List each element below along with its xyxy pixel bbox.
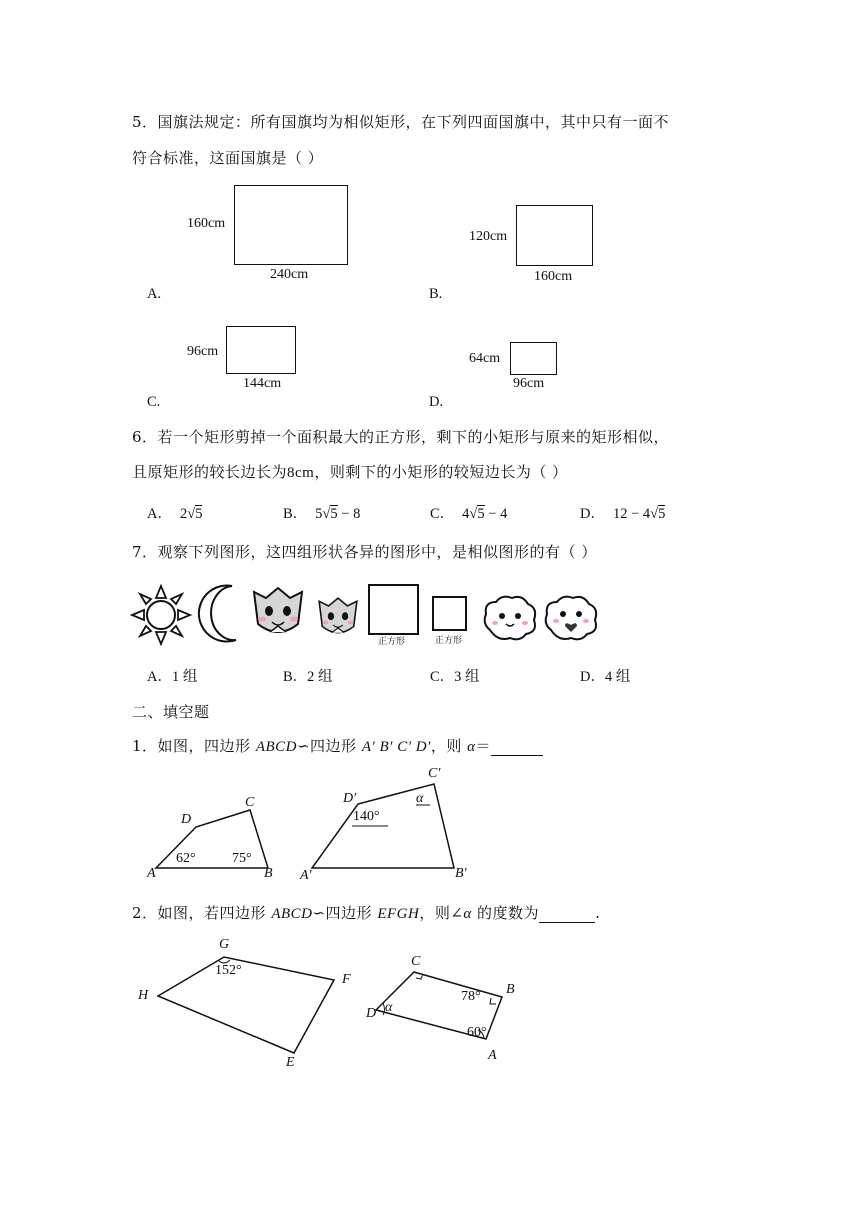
- vertex-B: B: [506, 982, 515, 997]
- option-letter: C.: [147, 394, 161, 410]
- moon-icon: [198, 582, 242, 644]
- vertex-C: C: [245, 795, 255, 810]
- angle-140: 140°: [353, 809, 380, 824]
- sqrt-icon: √: [187, 506, 196, 522]
- sqrt-icon: √: [322, 506, 331, 522]
- height-label: 120cm: [469, 229, 508, 244]
- q5-line1: 5．国旗法规定：所有国旗均为相似矩形，在下列四面国旗中，其中只有一面不: [132, 113, 670, 131]
- answer-blank[interactable]: [539, 906, 595, 923]
- vertex-D-prime: D′: [343, 791, 357, 806]
- flag-rect: [510, 342, 557, 375]
- vertex-D: D: [366, 1006, 377, 1021]
- f2-figure: [140, 940, 520, 1070]
- section-heading: 二、填空题: [132, 703, 210, 721]
- q6-option-b[interactable]: B． 5√5 − 8: [283, 506, 361, 522]
- angle-alpha: α: [416, 791, 424, 806]
- width-label: 240cm: [270, 267, 309, 282]
- angle-60: 60°: [467, 1025, 487, 1040]
- q7-option-b[interactable]: B．2 组: [283, 669, 333, 685]
- f1-figure: [140, 770, 500, 890]
- square-large: [368, 584, 419, 635]
- width-label: 96cm: [513, 376, 545, 391]
- vertex-A-prime: A′: [300, 868, 312, 883]
- width-label: 160cm: [534, 269, 573, 284]
- square-small-label: 正方形: [435, 636, 463, 646]
- square-small: [432, 596, 467, 631]
- width-label: 144cm: [243, 376, 282, 391]
- q6-line2: 且原矩形的较长边长为8cm，则剩下的小矩形的较短边长为（ ）: [132, 463, 568, 481]
- flag-rect: [234, 185, 348, 265]
- q6-option-c[interactable]: C． 4√5 − 4: [430, 506, 508, 522]
- angle-alpha: α: [385, 1000, 393, 1015]
- vertex-F: F: [342, 972, 351, 987]
- vertex-H: H: [138, 988, 149, 1003]
- height-label: 64cm: [469, 351, 501, 366]
- answer-blank[interactable]: [491, 739, 543, 756]
- option-letter: B.: [429, 286, 443, 302]
- vertex-E: E: [286, 1055, 295, 1070]
- f2-question: 2．如图，若四边形 ABCD∽四边形 EFGH，则∠α 的度数为 .: [132, 904, 601, 922]
- q5-line2: 符合标准，这面国旗是（ ）: [132, 149, 324, 167]
- angle-152: 152°: [215, 963, 242, 978]
- vertex-A: A: [488, 1048, 497, 1063]
- sun-icon: [128, 582, 194, 648]
- square-large-label: 正方形: [378, 637, 406, 647]
- sqrt-icon: √: [469, 506, 478, 522]
- option-letter: A.: [147, 286, 162, 302]
- vertex-A: A: [147, 866, 156, 881]
- q7-option-d[interactable]: D．4 组: [580, 669, 631, 685]
- q6-option-a[interactable]: A． 2√5: [147, 506, 203, 522]
- angle-75: 75°: [232, 851, 252, 866]
- vertex-B-prime: B′: [455, 866, 467, 881]
- angle-78: 78°: [461, 989, 481, 1004]
- q6-line1: 6．若一个矩形剪掉一个面积最大的正方形，剩下的小矩形与原来的矩形相似，: [132, 428, 670, 446]
- q7-line: 7．观察下列图形，这四组形状各异的图形中，是相似图形的有（ ）: [132, 543, 597, 561]
- vertex-B: B: [264, 866, 273, 881]
- vertex-G: G: [219, 937, 230, 952]
- cloud-face-icon: [480, 592, 540, 644]
- mask-face-small-icon: [316, 594, 360, 640]
- flag-rect: [226, 326, 296, 374]
- option-letter: D.: [429, 394, 444, 410]
- angle-62: 62°: [176, 851, 196, 866]
- sqrt-icon: √: [650, 506, 659, 522]
- q7-option-c[interactable]: C．3 组: [430, 669, 480, 685]
- vertex-D: D: [181, 812, 192, 827]
- vertex-C-prime: C′: [428, 766, 441, 781]
- height-label: 96cm: [187, 344, 219, 359]
- height-label: 160cm: [187, 216, 226, 231]
- vertex-C: C: [411, 954, 421, 969]
- q7-option-a[interactable]: A．1 组: [147, 669, 198, 685]
- f1-question: 1．如图，四边形 ABCD∽四边形 A′ B′ C′ D′，则 α＝: [132, 735, 543, 756]
- q6-option-d[interactable]: D． 12 − 4√5: [580, 506, 666, 522]
- cloud-face-heart-icon: [541, 592, 601, 644]
- mask-face-icon: [250, 584, 306, 640]
- flag-rect: [516, 205, 593, 266]
